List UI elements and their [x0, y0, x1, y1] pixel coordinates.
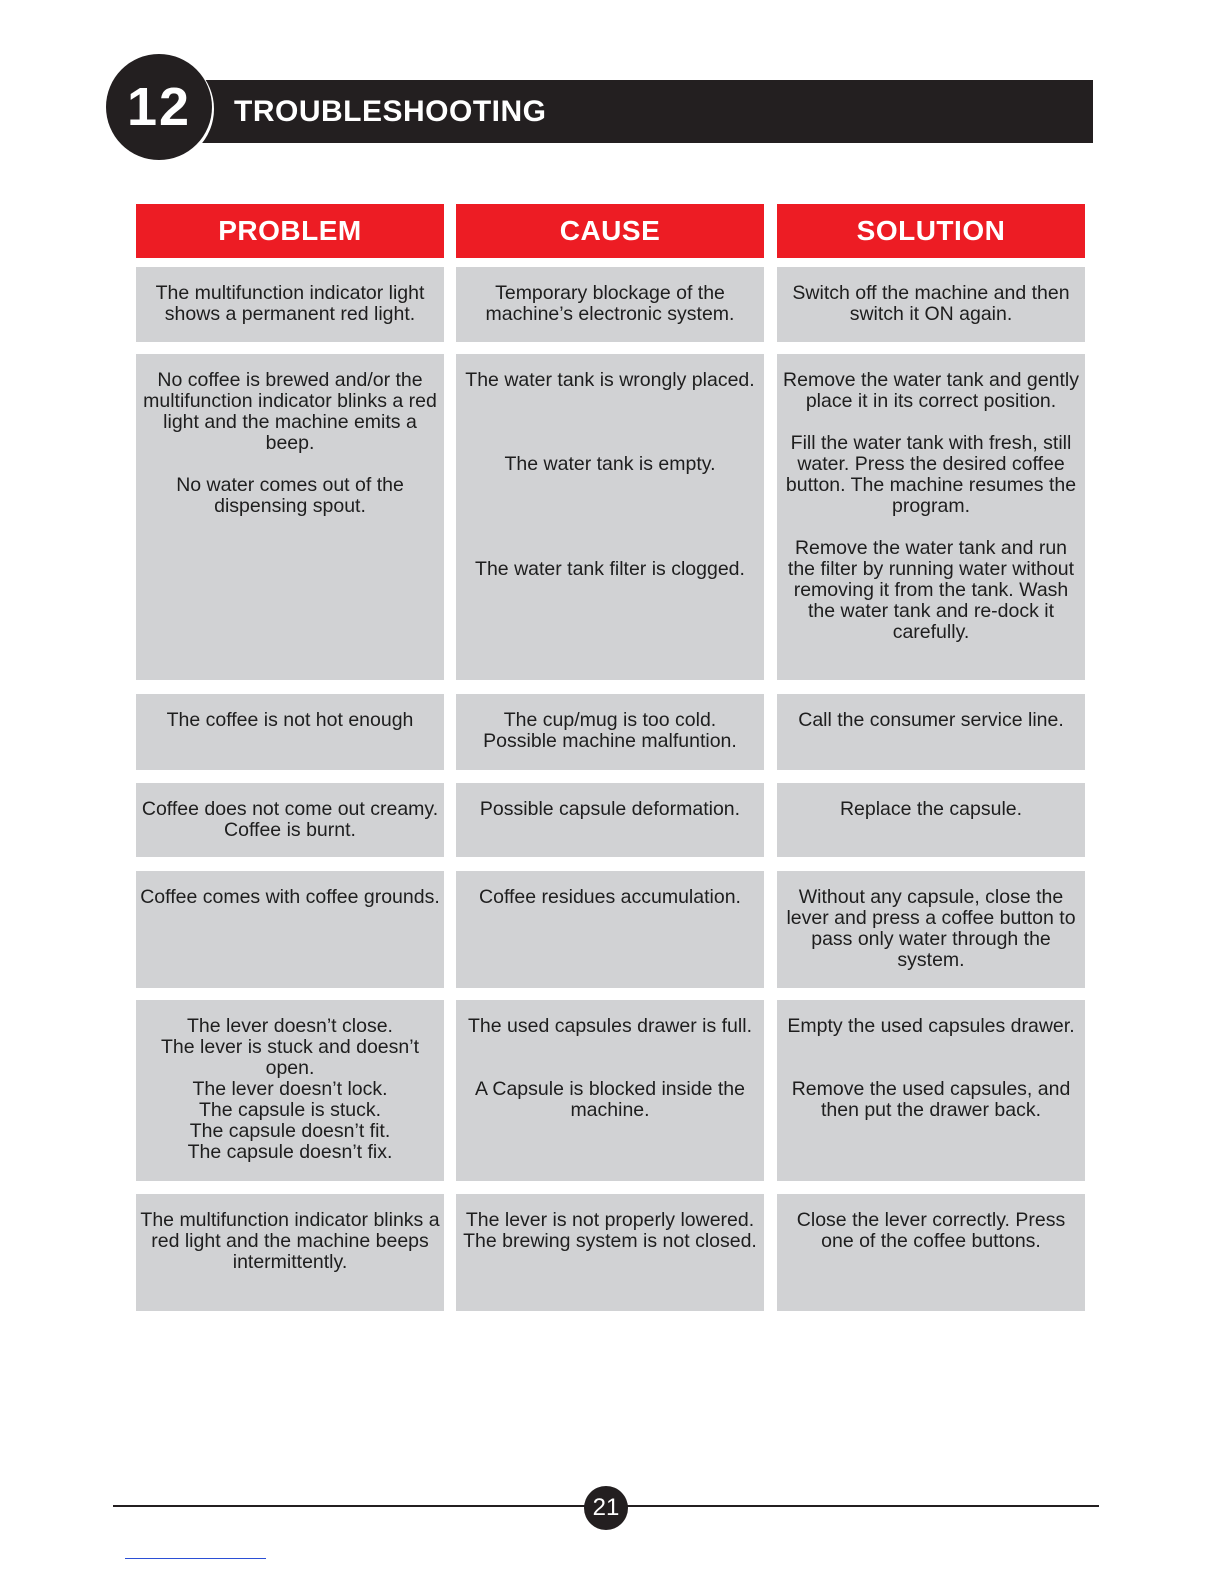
solution-text: Remove the water tank and gently place it in its correct position.	[783, 369, 1079, 412]
problem-cell-row-7	[136, 1194, 444, 1311]
problem-text: No water comes out of the dispensing spout.	[176, 474, 404, 517]
problem-text: The lever doesn’t close.	[187, 1015, 393, 1037]
cause-cell-row-3	[456, 694, 764, 770]
cause-cell-row-2	[456, 354, 764, 680]
cause-text: The water tank filter is clogged.	[475, 558, 745, 580]
solution-cell-row-3	[777, 694, 1085, 770]
solution-text: Replace the capsule.	[839, 798, 1023, 820]
problem-cell-row-1	[136, 267, 444, 342]
page-number: 21	[584, 1486, 628, 1530]
section-title: TROUBLESHOOTING	[234, 95, 547, 128]
solution-text: Empty the used capsules drawer.	[787, 1015, 1075, 1037]
cause-cell-row-1	[456, 267, 764, 342]
solution-cell-row-4	[777, 783, 1085, 857]
solution-text: Fill the water tank with fresh, still water. Press the desired coffee button. The machine resumes the program.	[785, 432, 1077, 517]
problem-text: The capsule doesn’t fit.	[189, 1120, 391, 1142]
cause-cell-row-7	[456, 1194, 764, 1311]
cause-text: The lever is not properly lowered.	[465, 1209, 755, 1231]
problem-text: Coffee is burnt.	[224, 819, 356, 841]
section-number-badge: 12	[106, 54, 212, 160]
header-problem: PROBLEM	[136, 204, 444, 258]
problem-text: The multifunction indicator blinks a red light and the machine beeps intermittently.	[140, 1209, 440, 1273]
cause-text: A Capsule is blocked inside the machine.	[475, 1078, 745, 1121]
problem-cell-row-6	[136, 1000, 444, 1181]
problem-text: The capsule is stuck.	[198, 1099, 382, 1121]
cause-text: Possible capsule deformation.	[479, 798, 741, 820]
problem-text: The multifunction indicator light shows a permanent red light.	[155, 282, 425, 325]
cause-text: The cup/mug is too cold.	[503, 709, 717, 731]
problem-text: The lever is stuck and doesn’t open.	[161, 1036, 419, 1079]
solution-cell-row-2	[777, 354, 1085, 680]
solution-text: Call the consumer service line.	[798, 709, 1064, 731]
footer-link-underline	[125, 1558, 266, 1559]
cause-text: The used capsules drawer is full.	[468, 1015, 752, 1037]
solution-cell-row-1	[777, 267, 1085, 342]
problem-text: The coffee is not hot enough	[166, 709, 414, 731]
problem-cell-row-2	[136, 354, 444, 680]
solution-text: Close the lever correctly. Press one of the coffee buttons.	[796, 1209, 1066, 1252]
problem-cell-row-4	[136, 783, 444, 857]
cause-cell-row-4	[456, 783, 764, 857]
problem-text: Coffee does not come out creamy.	[141, 798, 439, 820]
cause-text: The water tank is empty.	[504, 453, 716, 475]
header-solution: SOLUTION	[777, 204, 1085, 258]
problem-text: The capsule doesn’t fix.	[187, 1141, 393, 1163]
solution-cell-row-7	[777, 1194, 1085, 1311]
solution-text: Without any capsule, close the lever and press a coffee button to pass only water through the system.	[786, 886, 1076, 971]
cause-cell-row-6	[456, 1000, 764, 1181]
problem-text: The lever doesn’t lock.	[192, 1078, 388, 1100]
cause-text: The water tank is wrongly placed.	[465, 369, 755, 391]
cause-text: Possible machine malfuntion.	[483, 730, 737, 752]
solution-cell-row-6	[777, 1000, 1085, 1181]
problem-cell-row-5	[136, 871, 444, 988]
problem-cell-row-3	[136, 694, 444, 770]
cause-cell-row-5	[456, 871, 764, 988]
cause-text: Temporary blockage of the machine’s electronic system.	[485, 282, 735, 325]
problem-text: No coffee is brewed and/or the multifunction indicator blinks a red light and the machine emits a beep.	[143, 369, 437, 454]
solution-text: Remove the used capsules, and then put the drawer back.	[791, 1078, 1071, 1121]
cause-text: Coffee residues accumulation.	[479, 886, 741, 908]
header-cause: CAUSE	[456, 204, 764, 258]
problem-text: Coffee comes with coffee grounds.	[140, 886, 440, 908]
solution-text: Remove the water tank and run the filter by running water without removing it from the tank. Wash the water tank and re-dock it carefully.	[787, 537, 1075, 643]
solution-cell-row-5	[777, 871, 1085, 988]
cause-text: The brewing system is not closed.	[463, 1230, 757, 1252]
solution-text: Switch off the machine and then switch it ON again.	[792, 282, 1070, 325]
